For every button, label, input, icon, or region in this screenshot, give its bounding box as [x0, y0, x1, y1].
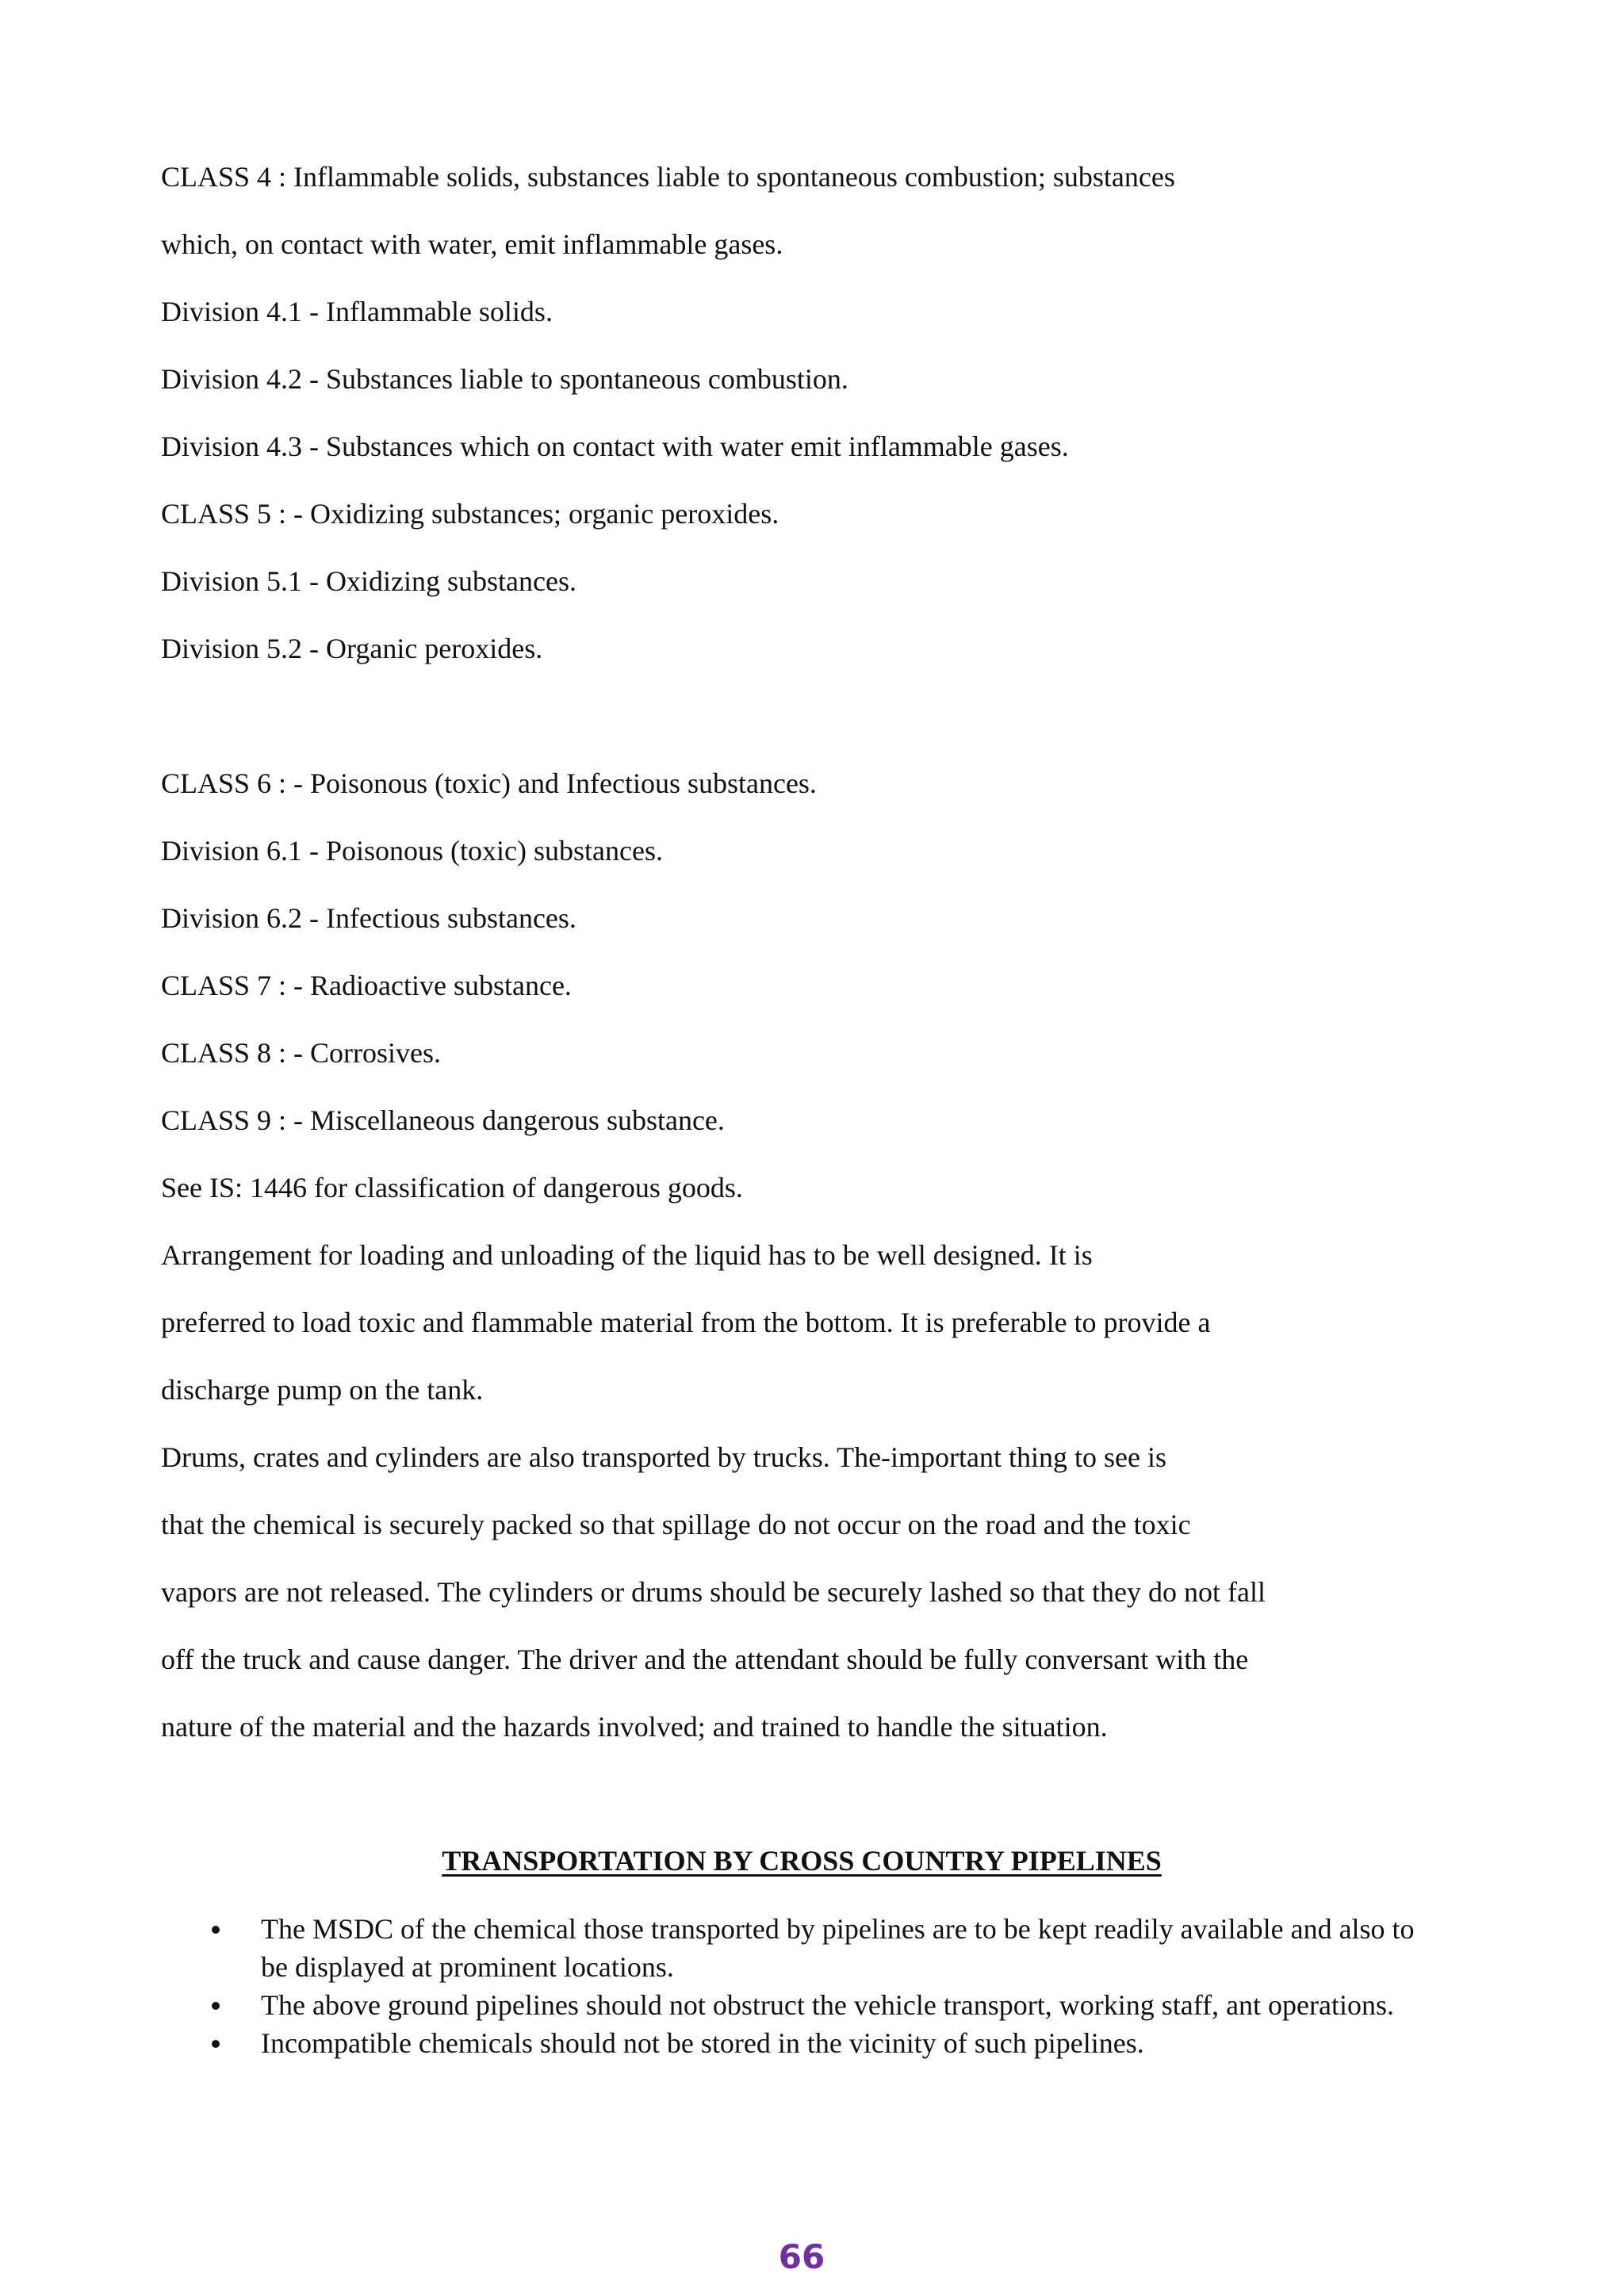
body-line: Division 5.1 - Oxidizing substances.: [161, 565, 576, 597]
list-item-text: Incompatible chemicals should not be stored in the vicinity of such pipelines.: [261, 2027, 1144, 2059]
body-line: nature of the material and the hazards involved; and trained to handle the situation.: [161, 1711, 1108, 1743]
body-line: CLASS 8 : - Corrosives.: [161, 1037, 442, 1069]
body-line: CLASS 6 : - Poisonous (toxic) and Infectious substances.: [161, 767, 817, 799]
body-line: Division 6.1 - Poisonous (toxic) substances.: [161, 835, 663, 867]
body-line: that the chemical is securely packed so that spillage do not occur on the road and the toxic: [161, 1509, 1191, 1540]
body-line: CLASS 5 : - Oxidizing substances; organic peroxides.: [161, 498, 779, 530]
bullet-icon: [212, 1926, 220, 1934]
section-heading: TRANSPORTATION BY CROSS COUNTRY PIPELINES: [442, 1845, 1162, 1877]
bullet-icon: [212, 2040, 220, 2048]
body-line: discharge pump on the tank.: [161, 1374, 484, 1406]
body-line: Division 6.2 - Infectious substances.: [161, 902, 576, 934]
body-line: vapors are not released. The cylinders or drums should be securely lashed so that they do not fall: [161, 1576, 1266, 1608]
body-line: which, on contact with water, emit inflammable gases.: [161, 228, 783, 260]
body-line: Division 5.2 - Organic peroxides.: [161, 633, 543, 664]
list-item-text: The MSDC of the chemical those transported by pipelines are to be kept readily available and also to be displayed at prominent locations.: [261, 1913, 1415, 1983]
list-item: [201, 2024, 1438, 2062]
body-line: off the truck and cause danger. The driver and the attendant should be fully conversant with the: [161, 1644, 1249, 1675]
list-item-text: The above ground pipelines should not obstruct the vehicle transport, working staff, ant operations.: [261, 1989, 1395, 2021]
body-line: CLASS 7 : - Radioactive substance.: [161, 970, 572, 1001]
body-line: Division 4.3 - Substances which on contact with water emit inflammable gases.: [161, 430, 1069, 462]
page-number: 66: [778, 2237, 825, 2276]
body-line: CLASS 4 : Inflammable solids, substances liable to spontaneous combustion; substances: [161, 161, 1175, 193]
body-line: CLASS 9 : - Miscellaneous dangerous substance.: [161, 1104, 725, 1136]
list-item: [201, 1986, 1438, 2024]
bullet-icon: [212, 2002, 220, 2010]
body-line: Division 4.1 - Inflammable solids.: [161, 296, 553, 327]
body-line: See IS: 1446 for classification of dangerous goods.: [161, 1172, 743, 1203]
bullet-list: [201, 1910, 1438, 2062]
list-item: [201, 1910, 1438, 1986]
body-line: Division 4.2 - Substances liable to spontaneous combustion.: [161, 363, 848, 395]
body-line: Drums, crates and cylinders are also transported by trucks. The-important thing to see is: [161, 1441, 1166, 1473]
body-line: Arrangement for loading and unloading of the liquid has to be well designed. It is: [161, 1239, 1093, 1271]
body-line: preferred to load toxic and flammable material from the bottom. It is preferable to provide a: [161, 1307, 1211, 1338]
